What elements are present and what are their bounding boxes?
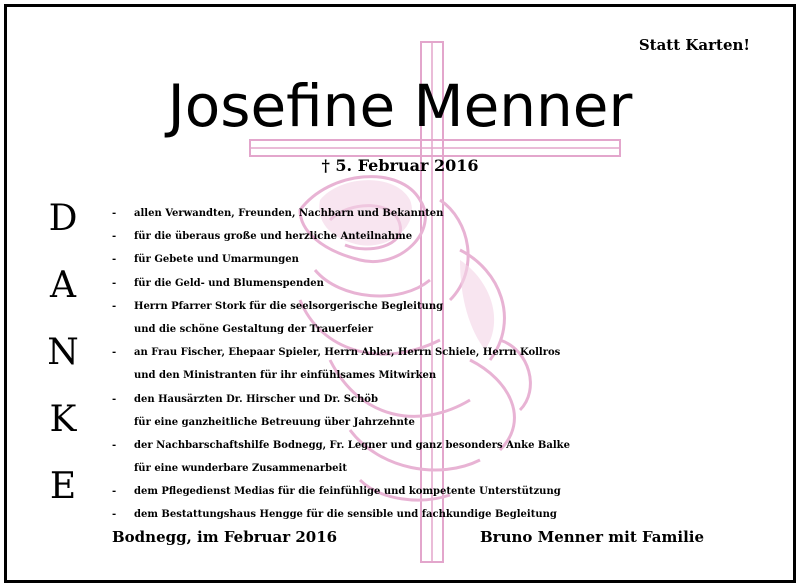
thanks-line: - allen Verwandten, Freunden, Nachbarn und Bekannten [112, 208, 444, 219]
thanks-line: - dem Bestattungshaus Hengge für die sensible und fachkundige Begleitung [112, 509, 557, 521]
thanks-line: - der Nachbarschaftshilfe Bodnegg, Fr. Legner und ganz besonders Anke Balke [112, 439, 570, 451]
danke-letter: D [48, 198, 78, 239]
signature: Bruno Menner mit Familie [480, 528, 705, 546]
thanks-list [112, 202, 762, 527]
danke-letter: E [49, 466, 77, 507]
danke-letter: N [47, 332, 79, 373]
danke-letter: A [50, 265, 76, 306]
thanks-line: - für die Geld- und Blumenspenden [112, 277, 324, 289]
thanks-line: - den Hausärzten Dr. Hirscher und Dr. Schöb [112, 393, 378, 405]
death-date: † 5. Februar 2016 [321, 156, 479, 175]
thanks-line: - an Frau Fischer, Ehepaar Spieler, Herrn Abler, Herrn Schiele, Herrn Kollros [112, 347, 561, 359]
thanks-line: - Herrn Pfarrer Stork für die seelsorgerische Begleitung [112, 300, 444, 312]
danke-letter: K [49, 399, 77, 440]
danke-vertical [38, 198, 88, 533]
thanks-line: für eine ganzheitliche Betreuung über Jahrzehnte [134, 416, 415, 428]
deceased-name: Josefine Menner [167, 72, 633, 140]
thanks-line: - für die überaus große und herzliche Anteilnahme [112, 231, 413, 243]
thanks-line: - für Gebete und Umarmungen [112, 254, 299, 266]
thanks-line: und die schöne Gestaltung der Trauerfeier [134, 323, 374, 335]
place-date: Bodnegg, im Februar 2016 [112, 528, 338, 546]
thanks-line: für eine wunderbare Zusammenarbeit [134, 463, 347, 475]
thanks-line: - dem Pflegedienst Medias für die feinfühlige und kompetente Unterstützung [112, 486, 561, 498]
thanks-line: und den Ministranten für ihr einfühlsames Mitwirken [134, 370, 437, 382]
statt-karten-label: Statt Karten! [638, 36, 750, 54]
